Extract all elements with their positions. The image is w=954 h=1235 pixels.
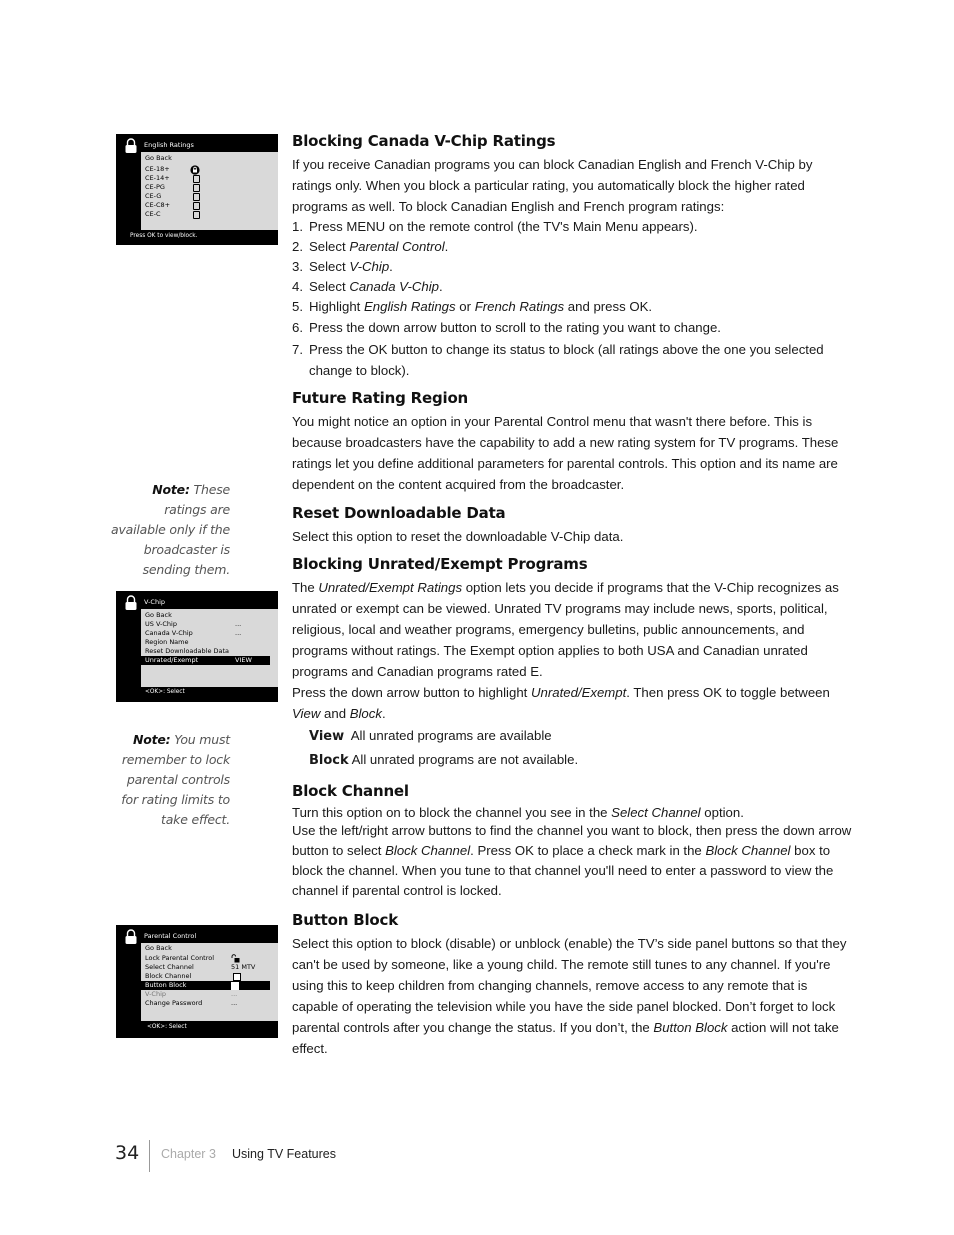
- note-lock-reminder: [110, 730, 230, 830]
- menu-item-value: VIEW: [235, 656, 252, 664]
- step-2: 2. Select Parental Control.: [292, 239, 449, 254]
- section-reset-downloadable: [292, 504, 852, 547]
- section-intro: If you receive Canadian programs you can block Canadian English and French V-Chip by ratings only. When you block a particular rating, you automatically block the higher rated programs as well. To block Canadian English and French program ratings:: [292, 157, 813, 214]
- option-label: Block: [309, 753, 349, 768]
- menu-term: Parental Control: [349, 239, 445, 254]
- note-ratings: [110, 480, 230, 580]
- section-title: Button Block: [292, 911, 399, 929]
- menu-item-value: ...: [231, 990, 238, 998]
- menu-term: Unrated/Exempt: [530, 685, 627, 700]
- step-7: 7. Press the OK button to change its status to block (all ratings above the one you selected change to block).: [292, 342, 824, 378]
- menu-term: Block Channel: [705, 843, 791, 858]
- step-text: Select: [309, 259, 350, 274]
- section-unrated-exempt: [292, 555, 852, 772]
- menu-item-label: CE-G: [145, 192, 162, 200]
- step-6: 6. Press the down arrow button to scroll to the rating you want to change.: [292, 320, 721, 335]
- checkbox-icon: [231, 982, 239, 990]
- menu-item-label: CE-PG: [145, 183, 165, 191]
- footer-divider: [149, 1140, 150, 1172]
- menu-item-label: V-Chip: [145, 990, 167, 998]
- menu-item-ce-18: [145, 165, 270, 174]
- menu-item-go-back: Go Back: [145, 944, 172, 952]
- menu-item-us-vchip: [145, 620, 270, 629]
- menu-term: Block: [349, 706, 382, 721]
- screen-title: V-Chip: [144, 598, 166, 606]
- menu-item-value: ...: [235, 629, 242, 637]
- english-ratings-screen: [116, 134, 278, 245]
- menu-item-label: CE-14+: [145, 174, 170, 182]
- lock-icon: [124, 138, 138, 154]
- menu-item-ce-pg: [145, 183, 270, 192]
- menu-item-go-back: Go Back: [145, 611, 172, 619]
- step-text: Select: [309, 239, 350, 254]
- text: Use the left/right arrow buttons to find the channel you want to block, then press the down arrow button to select: [292, 823, 852, 858]
- menu-item-ce-14: [145, 174, 270, 183]
- text: .: [381, 706, 386, 721]
- step-text: .: [389, 259, 393, 274]
- unlock-icon: [193, 202, 200, 210]
- menu-term: Unrated/Exempt Ratings: [318, 580, 463, 595]
- unlock-icon: [193, 175, 200, 183]
- menu-item-label: Change Password: [145, 999, 203, 1007]
- section-title: Reset Downloadable Data: [292, 504, 506, 522]
- section-title: Future Rating Region: [292, 389, 469, 407]
- menu-item-lock-parental-control: [145, 954, 270, 963]
- section-blocking-canada: [292, 132, 852, 381]
- screen-footer: <OK>: Select: [145, 689, 185, 695]
- menu-panel: [141, 152, 278, 230]
- text: and: [320, 706, 350, 721]
- menu-item-label: CE-C: [145, 210, 161, 218]
- menu-item-ce-c: [145, 210, 270, 219]
- menu-item-go-back: Go Back: [145, 154, 172, 162]
- step-text: or: [455, 299, 475, 314]
- menu-term: Button Block: [653, 1020, 728, 1035]
- menu-item-label: US V-Chip: [145, 620, 177, 628]
- section-paragraph: [292, 933, 852, 1059]
- menu-item-value: 51 MTV: [231, 963, 256, 971]
- screen-footer: Press OK to view/block.: [130, 233, 198, 239]
- menu-term: Canada V-Chip: [349, 279, 440, 294]
- menu-item-label: Lock Parental Control: [145, 954, 215, 962]
- step-3: 3. Select V-Chip.: [292, 259, 393, 274]
- step-text: Press the down arrow button to scroll to the rating you want to change.: [309, 320, 721, 335]
- option-desc: All unrated programs are not available.: [351, 752, 579, 767]
- section-future-rating-region: [292, 389, 852, 495]
- step-4: 4. Select Canada V-Chip.: [292, 279, 443, 294]
- menu-item-unrated-exempt: [141, 656, 270, 665]
- section-title: Blocking Canada V-Chip Ratings: [292, 132, 556, 150]
- menu-item-reset-data: Reset Downloadable Data: [145, 647, 230, 655]
- unlock-icon: [193, 211, 200, 219]
- option-desc: All unrated programs are available: [350, 728, 552, 743]
- checkbox-icon: [233, 973, 241, 981]
- option-label: View: [309, 729, 345, 744]
- page-number: 34: [115, 1142, 140, 1164]
- screen-title: English Ratings: [144, 141, 194, 149]
- menu-item-value: ...: [235, 620, 242, 628]
- section-paragraph: [292, 821, 852, 901]
- menu-term: English Ratings: [363, 299, 456, 314]
- unlock-icon: [193, 193, 200, 201]
- menu-item-label: Unrated/Exempt: [145, 656, 199, 664]
- screen-footer: <OK>: Select: [147, 1024, 187, 1030]
- menu-panel: [141, 943, 278, 1021]
- menu-item-label: Block Channel: [145, 972, 192, 980]
- section-paragraph: [292, 577, 852, 682]
- menu-item-label: CE-C8+: [145, 201, 171, 209]
- step-5: 5. Highlight English Ratings or French Ratings and press OK.: [292, 299, 653, 314]
- text: action will not take effect.: [292, 1020, 839, 1056]
- section-title: Blocking Unrated/Exempt Programs: [292, 555, 588, 573]
- option-view: [309, 724, 852, 748]
- section-paragraph: ratings let you define additional parameters for parental controls. This option and its name are dependent on the content acquired from the broadcaster.: [292, 456, 838, 492]
- menu-item-label: Button Block: [145, 981, 187, 989]
- section-block-channel: [292, 782, 852, 901]
- section-button-block: [292, 911, 852, 1059]
- chapter-label: Chapter 3: [161, 1147, 216, 1161]
- step-text: Press the OK button to change its status to block (all ratings above the one you selected change to block).: [309, 342, 824, 378]
- menu-item-button-block: [141, 981, 270, 990]
- section-title: Block Channel: [292, 782, 409, 800]
- text: Select this option to block (disable) or unblock (enable) the TV’s side panel buttons so that they can't be used by someone, like a young child. The remote still tunes to any channel. If you're using this to keep children from changing channels, remove access to any remote that is capable of operating the television while you have the side panel blocked. Don’t forget to lock parental controls after you change the status. If you don’t, the: [292, 936, 847, 1035]
- text: The: [292, 580, 319, 595]
- menu-term: V-Chip: [349, 259, 390, 274]
- note-label: Note:: [132, 732, 171, 747]
- steps-list: [292, 217, 852, 381]
- main-content: [292, 132, 852, 1065]
- note-text: You must remember to lock parental controls for rating limits to take effect.: [121, 732, 230, 827]
- menu-item-select-channel: [145, 963, 270, 972]
- text: option.: [700, 805, 744, 820]
- chapter-title: Using TV Features: [232, 1147, 336, 1161]
- menu-item-ce-g: [145, 192, 270, 201]
- menu-item-label: CE-18+: [145, 165, 170, 173]
- menu-term: Select Channel: [611, 805, 701, 820]
- option-block: [309, 748, 852, 772]
- vchip-screen: [116, 591, 278, 702]
- text: box to block the channel. When you tune to that channel you'll need to enter a password to view the channel if parental control is locked.: [292, 843, 834, 898]
- step-text: Highlight: [309, 299, 364, 314]
- section-paragraph: [292, 682, 852, 724]
- unlock-icon: [193, 184, 200, 192]
- text: . Press OK to place a check mark in the: [470, 843, 706, 858]
- section-paragraph: You might notice an option in your Parental Control menu that wasn't there before. This is because broadcasters have the capability to add a new rating system for TV programs. These: [292, 414, 839, 450]
- text: Turn this option on to block the channel you see in the: [292, 805, 612, 820]
- parental-control-screen: [116, 925, 278, 1038]
- step-text: Press MENU on the remote control (the TV's Main Menu appears).: [309, 219, 698, 234]
- menu-item-label: Canada V-Chip: [145, 629, 193, 637]
- menu-item-change-password: [145, 999, 270, 1008]
- menu-item-block-channel: [145, 972, 270, 981]
- note-text: These ratings are available only if the broadcaster is sending them.: [111, 482, 230, 577]
- menu-panel: [141, 609, 278, 687]
- menu-item-canada-vchip: [145, 629, 270, 638]
- menu-term: French Ratings: [474, 299, 565, 314]
- menu-item-region-name: Region Name: [145, 638, 189, 646]
- screen-title: Parental Control: [144, 932, 197, 940]
- section-paragraph: Select this option to reset the downloadable V-Chip data.: [292, 529, 624, 544]
- text: option lets you decide if programs that the V-Chip recognizes as unrated or exempt can be viewed. Unrated TV programs may include news, sports, political, religious, local and weather programs, emergency bulletins, public announcements, and programs without ratings. The Exempt option applies to both USA and Canadian unrated programs and Canadian programs rated E.: [292, 580, 839, 679]
- text: . Then press OK to toggle between: [626, 685, 830, 700]
- text: Press the down arrow button to highlight: [292, 685, 531, 700]
- menu-term: View: [292, 706, 321, 721]
- step-text: and press OK.: [564, 299, 653, 314]
- note-label: Note:: [152, 482, 190, 497]
- section-paragraph: [292, 804, 852, 821]
- step-1: 1. Press MENU on the remote control (the TV's Main Menu appears).: [292, 219, 698, 234]
- menu-item-value: ...: [231, 999, 238, 1007]
- unlock-icon: [231, 954, 240, 963]
- step-text: .: [444, 239, 449, 254]
- menu-item-vchip: [145, 990, 270, 999]
- menu-item-ce-c8: [145, 201, 270, 210]
- menu-term: Block Channel: [385, 843, 471, 858]
- lock-icon: [124, 929, 138, 945]
- step-text: Select: [309, 279, 350, 294]
- menu-item-label: Select Channel: [145, 963, 194, 971]
- step-text: .: [439, 279, 443, 294]
- lock-icon: [124, 595, 138, 611]
